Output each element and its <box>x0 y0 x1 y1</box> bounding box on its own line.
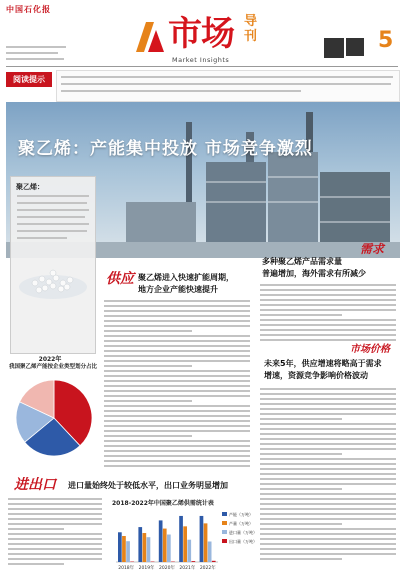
text-line <box>260 314 342 316</box>
legend-label: 产能（万吨） <box>229 512 253 517</box>
x-tick-label: 2020年 <box>159 566 175 571</box>
import-export-body <box>8 498 106 570</box>
text-line <box>260 443 396 445</box>
bar-4-0 <box>200 516 204 562</box>
text-line <box>260 503 396 505</box>
text-line <box>8 498 102 500</box>
text-line <box>8 533 102 535</box>
text-line <box>260 393 396 395</box>
text-line <box>260 388 396 390</box>
supply-heading-line-1: 聚乙烯进入快速扩能周期， <box>138 273 234 282</box>
legend-swatch <box>222 539 227 543</box>
bar-4-1 <box>204 523 208 562</box>
legend-label: 进口量（万吨） <box>229 530 257 535</box>
price-heading-line-1: 未来5年，供应增速将略高于需求 <box>264 359 382 368</box>
text-line <box>104 355 250 357</box>
text-line <box>260 398 396 400</box>
import-export-heading: 进口量始终处于较低水平，出口业务明显增加 <box>68 481 228 490</box>
text-line <box>104 450 250 452</box>
text-line <box>260 294 396 296</box>
text-line <box>104 455 250 457</box>
text-line <box>8 553 102 555</box>
price-heading-line-2: 增速，资源竞争影响价格波动 <box>264 371 368 380</box>
reading-tip-box <box>56 70 400 102</box>
text-line <box>260 553 396 555</box>
text-line <box>104 440 250 442</box>
legend-label: 出口量（万吨） <box>229 539 257 544</box>
section-logo-subtitle: 导刊 <box>244 14 258 44</box>
text-line <box>260 523 342 525</box>
text-line <box>260 483 396 485</box>
legend-swatch <box>222 512 227 516</box>
pie-chart-title-year: 2022年 <box>38 356 62 363</box>
text-line <box>104 315 250 317</box>
bar-0-0 <box>118 532 122 562</box>
text-line <box>104 320 250 322</box>
text-line <box>260 403 396 405</box>
pie-chart-title: 我国聚乙烯产能按企业类型划分占比 <box>8 364 97 370</box>
text-line <box>8 518 102 520</box>
text-line <box>260 289 396 291</box>
sidebar-title: 聚乙烯： <box>16 183 44 191</box>
price-body <box>260 388 400 568</box>
text-line <box>260 428 396 430</box>
text-line <box>260 334 396 336</box>
x-tick-label: 2021年 <box>179 566 196 571</box>
legend-label: 产量（万吨） <box>229 521 253 526</box>
text-line <box>260 453 342 455</box>
text-line <box>104 430 250 432</box>
demand-badge: 需求 <box>360 242 385 256</box>
pellets-photo <box>15 251 91 301</box>
text-line <box>260 463 396 465</box>
text-line <box>260 488 342 490</box>
text-line <box>8 513 102 515</box>
pie-chart <box>12 376 96 460</box>
text-line <box>104 350 250 352</box>
text-line <box>8 548 102 550</box>
text-line <box>260 538 396 540</box>
text-line <box>104 325 250 327</box>
text-line <box>8 563 64 565</box>
main-headline: 聚乙烯：产能集中投放 市场竞争激烈 <box>18 139 313 159</box>
text-line <box>260 548 396 550</box>
text-line <box>260 458 396 460</box>
reading-tip-label: 阅读提示 <box>6 72 52 87</box>
text-line <box>260 533 396 535</box>
text-line <box>104 305 250 307</box>
newspaper-name: 中国石化报 <box>6 4 51 14</box>
text-line <box>104 420 250 422</box>
bar-chart-title: 2018-2022年中国聚乙烯供需统计表 <box>112 500 214 507</box>
bar-3-1 <box>183 526 187 562</box>
section-logo-english: Market Insights <box>172 56 230 64</box>
price-badge: 市场价格 <box>350 344 390 355</box>
text-line <box>260 309 396 311</box>
text-line <box>8 523 102 525</box>
import-export-badge: 进出口 <box>14 477 56 493</box>
x-tick-label: 2022年 <box>199 566 216 571</box>
demand-heading-line-1: 多种聚乙烯产品需求量 <box>262 257 342 266</box>
text-line <box>104 435 192 437</box>
text-line <box>104 395 250 397</box>
bar-1-2 <box>147 537 151 562</box>
supply-body <box>104 300 254 476</box>
bar-2-0 <box>159 520 163 562</box>
text-line <box>260 498 396 500</box>
text-line <box>104 445 250 447</box>
text-line <box>104 460 250 462</box>
bar-1-1 <box>143 533 147 562</box>
text-line <box>260 423 396 425</box>
bar-2-2 <box>167 535 171 562</box>
text-line <box>8 503 102 505</box>
text-line <box>104 335 250 337</box>
text-line <box>260 413 396 415</box>
text-line <box>8 558 102 560</box>
text-line <box>104 425 250 427</box>
text-line <box>104 410 250 412</box>
bar-1-0 <box>138 527 142 562</box>
bar-chart <box>108 504 258 574</box>
text-line <box>104 400 192 402</box>
demand-heading-line-2: 普遍增加，海外需求有所减少 <box>262 269 366 278</box>
text-line <box>260 518 396 520</box>
text-line <box>8 543 102 545</box>
text-line <box>260 319 396 321</box>
bar-4-3 <box>212 561 216 562</box>
x-tick-label: 2018年 <box>118 566 135 571</box>
text-line <box>260 543 396 545</box>
section-logo-title: 市场 <box>168 14 234 54</box>
text-line <box>260 558 342 560</box>
text-line <box>104 330 192 332</box>
text-line <box>104 340 250 342</box>
text-line <box>260 513 396 515</box>
bar-2-1 <box>163 529 167 562</box>
text-line <box>8 508 102 510</box>
text-line <box>8 528 64 530</box>
text-line <box>260 299 396 301</box>
text-line <box>260 478 396 480</box>
text-line <box>260 468 396 470</box>
legend-swatch <box>222 530 227 534</box>
text-line <box>104 380 250 382</box>
logo-mark-icon <box>132 18 166 54</box>
text-line <box>260 528 396 530</box>
qr-code-icon <box>324 38 344 58</box>
x-tick-label: 2019年 <box>138 566 155 571</box>
text-line <box>260 493 396 495</box>
bar-3-2 <box>187 540 191 562</box>
text-line <box>104 390 250 392</box>
text-line <box>104 370 250 372</box>
legend-swatch <box>222 521 227 525</box>
text-line <box>104 360 250 362</box>
bar-4-2 <box>208 541 212 562</box>
text-line <box>104 375 250 377</box>
text-line <box>260 433 396 435</box>
supply-heading-line-2: 地方企业产能快速提升 <box>138 285 218 294</box>
bar-3-0 <box>179 516 183 562</box>
text-line <box>260 304 396 306</box>
bar-0-1 <box>122 536 126 562</box>
text-line <box>104 465 250 467</box>
text-line <box>104 345 250 347</box>
text-line <box>104 300 250 302</box>
page-number: 5 <box>378 28 394 53</box>
text-line <box>104 310 250 312</box>
text-line <box>260 418 342 420</box>
text-line <box>104 415 250 417</box>
qr-code-icon <box>346 38 364 56</box>
header-divider <box>6 66 398 67</box>
text-line <box>260 329 396 331</box>
text-line <box>104 385 250 387</box>
supply-badge: 供应 <box>106 271 134 287</box>
bar-3-3 <box>192 561 196 562</box>
demand-body <box>260 284 400 344</box>
text-line <box>104 405 250 407</box>
text-line <box>260 448 396 450</box>
text-line <box>104 365 192 367</box>
text-line <box>260 324 396 326</box>
text-line <box>260 438 396 440</box>
text-line <box>260 284 396 286</box>
text-line <box>260 473 396 475</box>
bar-0-2 <box>126 541 130 562</box>
text-line <box>8 538 102 540</box>
text-line <box>260 508 396 510</box>
sidebar-box <box>10 176 96 354</box>
text-line <box>260 408 396 410</box>
